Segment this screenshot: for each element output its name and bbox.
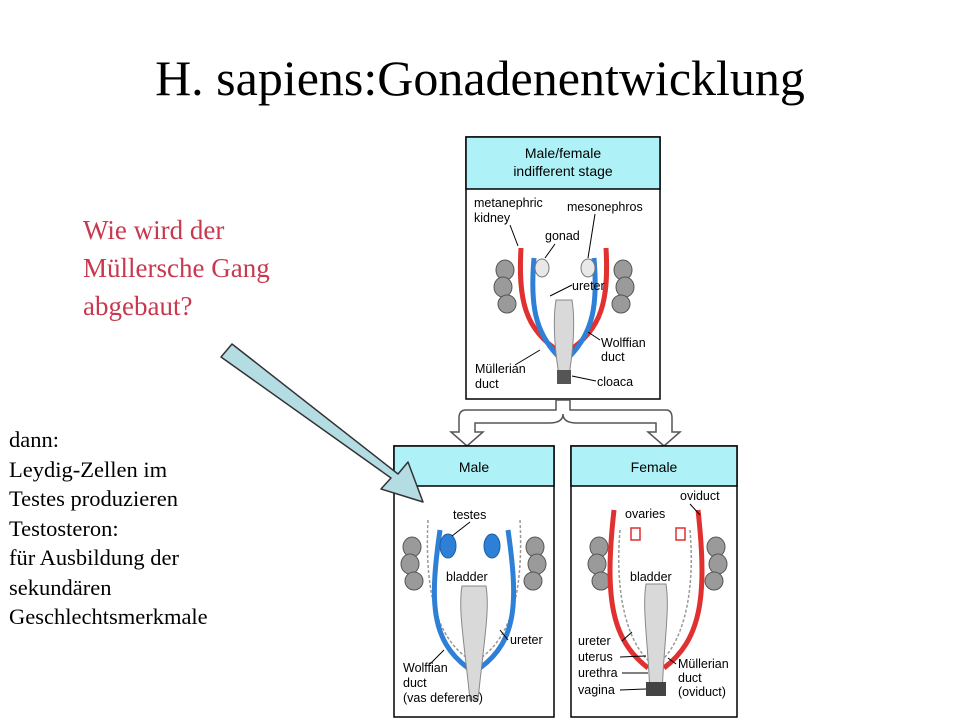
notes-line: für Ausbildung der bbox=[9, 545, 179, 570]
ovary-right bbox=[676, 528, 685, 540]
testis-left bbox=[440, 534, 456, 558]
label-vas-deferens: (vas deferens) bbox=[403, 691, 483, 705]
label-testes: testes bbox=[453, 508, 487, 522]
pointer-arrow bbox=[221, 344, 423, 502]
notes-line: Leydig-Zellen im bbox=[9, 456, 168, 482]
label-oviduct: oviduct bbox=[680, 489, 720, 503]
label-mesonephros: mesonephros bbox=[567, 200, 643, 214]
label-male-duct: duct bbox=[403, 676, 427, 690]
male-header: Male bbox=[458, 459, 490, 475]
gonad-left bbox=[535, 259, 549, 277]
label-metanephric: metanephric bbox=[474, 196, 543, 210]
testis-right bbox=[484, 534, 500, 558]
notes-line: Geschlechtsmerkmale bbox=[9, 604, 208, 629]
notes-line: dann: bbox=[9, 427, 59, 452]
label-male-wolffian: Wolffian bbox=[403, 661, 448, 675]
notes-line: Testosteron: bbox=[9, 515, 119, 541]
label-female-ureter: ureter bbox=[578, 634, 611, 648]
gonad-right bbox=[581, 259, 595, 277]
label-ovaries: ovaries bbox=[625, 507, 666, 521]
question-line: Müllersche Gang bbox=[83, 253, 270, 283]
indifferent-stage-panel bbox=[466, 137, 660, 399]
page-title: H. sapiens:Gonadenentwicklung bbox=[155, 50, 805, 106]
indifferent-header-line: Male/female bbox=[524, 145, 602, 161]
label-male-bladder: bladder bbox=[446, 570, 488, 584]
label-male-ureter: ureter bbox=[510, 633, 543, 647]
notes-line: sekundären bbox=[9, 574, 112, 600]
notes-line: Testes produzieren bbox=[9, 486, 178, 511]
split-arrows bbox=[451, 400, 680, 446]
indifferent-header-line: indifferent stage bbox=[513, 163, 613, 179]
label-gonad: gonad bbox=[545, 229, 580, 243]
question-line: abgebaut? bbox=[83, 291, 193, 321]
label-kidney: kidney bbox=[474, 211, 511, 225]
label-female-duct: duct bbox=[678, 671, 702, 685]
label-female-oviduct-paren: (oviduct) bbox=[678, 685, 726, 699]
label-uterus: uterus bbox=[578, 650, 613, 664]
label-wolffian: Wolffian bbox=[601, 336, 646, 350]
label-female-mullerian: Müllerian bbox=[678, 657, 729, 671]
label-ureter: ureter bbox=[572, 279, 605, 293]
question-line: Wie wird der bbox=[83, 215, 225, 245]
ovary-left bbox=[631, 528, 640, 540]
label-mullerian: Müllerian bbox=[475, 362, 526, 376]
label-vagina: vagina bbox=[578, 683, 615, 697]
label-urethra: urethra bbox=[578, 666, 618, 680]
label-cloaca: cloaca bbox=[597, 375, 634, 389]
female-header: Female bbox=[630, 459, 678, 475]
label-female-bladder: bladder bbox=[630, 570, 672, 584]
label-mullerian-duct: duct bbox=[475, 377, 499, 391]
label-wolffian-duct: duct bbox=[601, 350, 625, 364]
vagina-shape bbox=[646, 682, 666, 696]
female-panel bbox=[571, 446, 737, 717]
